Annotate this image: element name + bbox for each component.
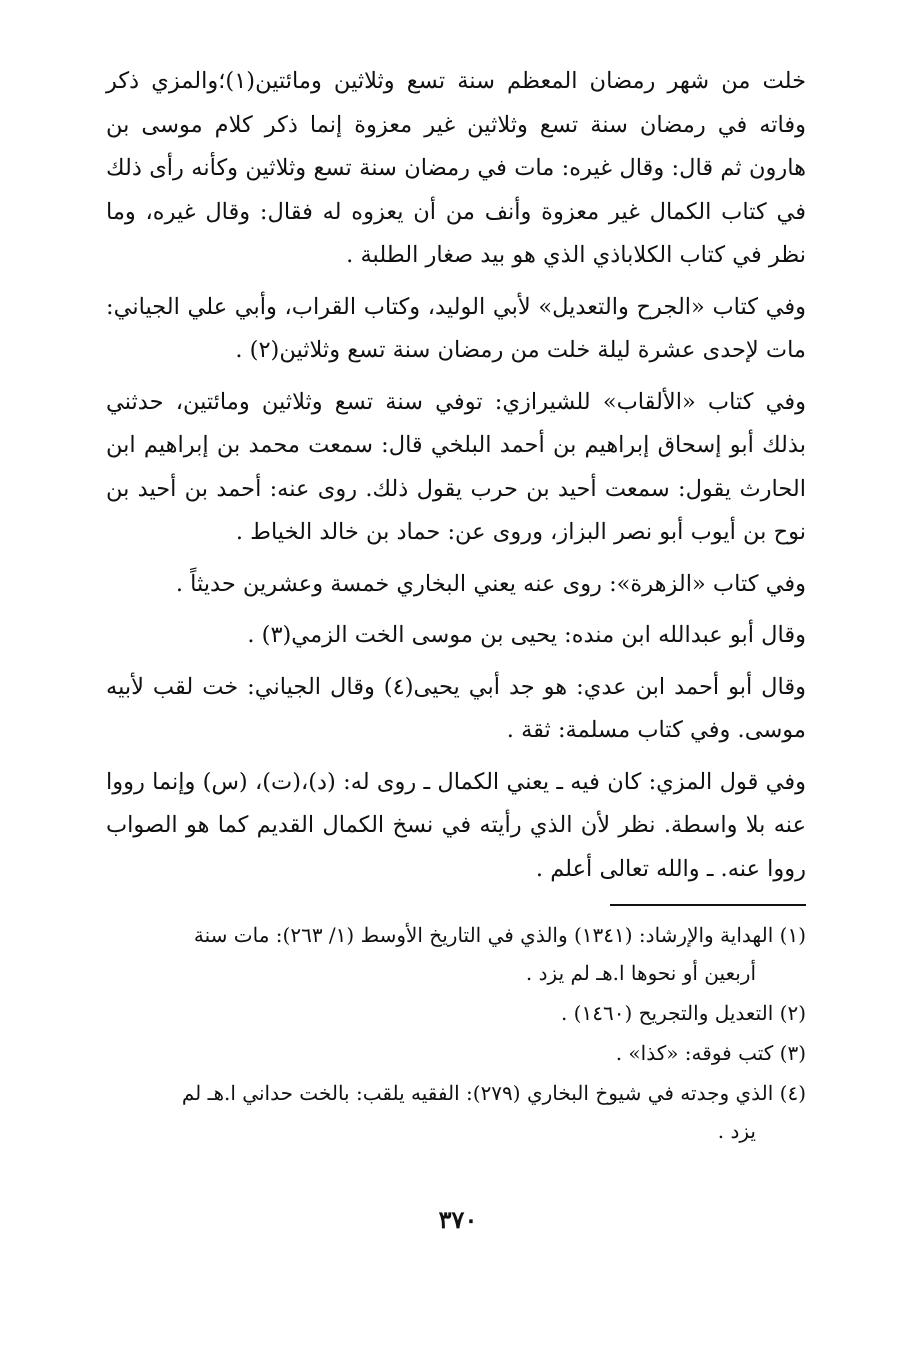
paragraph-7: وفي قول المزي: كان فيه ـ يعني الكمال ـ روى له: (د)،(ت)، (س) وإنما رووا عنه بلا واسطة. نظر لأن الذي رأيته في نسخ الكمال القديم كما هو الصواب رووا عنه. ـ والله تعالى أعلم . — [106, 768, 806, 882]
paragraph-4: وفي كتاب «الزهرة»: روى عنه يعني البخاري خمسة وعشرين حديثاً . — [175, 570, 806, 597]
main-text — [106, 60, 806, 899]
footnote-4 — [106, 1074, 806, 1150]
paragraph-5: وقال أبو عبدالله ابن منده: يحيى بن موسى الخت الزمي(٣) . — [247, 622, 806, 648]
footnote-1-continuation: أربعين أو نحوها ا.هـ لم يزد . — [525, 961, 756, 985]
footnote-4-continuation: يزد . — [717, 1119, 756, 1143]
footnote-3-text: (٣) كتب فوقه: «كذا» . — [615, 1041, 806, 1065]
footnote-2 — [106, 994, 806, 1032]
paragraph-3: وفي كتاب «الألقاب» للشيرازي: توفي سنة تسع وثلاثين ومائتين، حدثني بذلك أبو إسحاق إبراهيم بن أحمد البلخي قال: سمعت محمد بن إبراهيم ابن الحارث يقول: سمعت أحيد بن حرب يقول ذلك. روى عنه: أحمد بن أحيد بن نوح بن أيوب أبو نصر البزاز، وروى عن: حماد بن خالد الخياط . — [106, 388, 806, 545]
paragraph-2: وفي كتاب «الجرح والتعديل» لأبي الوليد، وكتاب القراب، وأبي علي الجياني: مات لإحدى عشرة ليلة خلت من رمضان سنة تسع وثلاثين(٢) . — [106, 293, 806, 363]
footnote-1 — [106, 916, 806, 992]
footnote-2-text: (٢) التعديل والتجريح (١٤٦٠) . — [560, 1001, 806, 1025]
footnote-4-text: (٤) الذي وجدته في شيوخ البخاري (٢٧٩): الفقيه يلقب: بالخت حداني ا.هـ لم — [181, 1081, 806, 1105]
paragraph-6: وقال أبو أحمد ابن عدي: هو جد أبي يحيى(٤) وقال الجياني: خت لقب لأبيه موسى. وفي كتاب مسلمة: ثقة . — [106, 673, 807, 743]
footnotes — [106, 916, 806, 1152]
page-number: ٣٧٠ — [438, 1205, 478, 1234]
footnote-1-text: (١) الهداية والإرشاد: (١٣٤١) والذي في التاريخ الأوسط (١/ ٢٦٣): مات سنة — [193, 923, 806, 947]
paragraph-1: خلت من شهر رمضان المعظم سنة تسع وثلاثين ومائتين(١)؛والمزي ذكر وفاته في رمضان سنة تسع وثلاثين غير معزوة إنما ذكر كلام موسى بن هارون ثم قال: وقال غيره: مات في رمضان سنة تسع وثلاثين وكأنه رأى ذلك في كتاب الكمال غير معزوة وأنف من أن يعزوه له فقال: وقال غيره، وما نظر في كتاب الكلاباذي الذي هو بيد صغار الطلبة . — [106, 68, 806, 268]
footnote-separator — [610, 904, 806, 906]
footnote-3 — [106, 1034, 806, 1072]
